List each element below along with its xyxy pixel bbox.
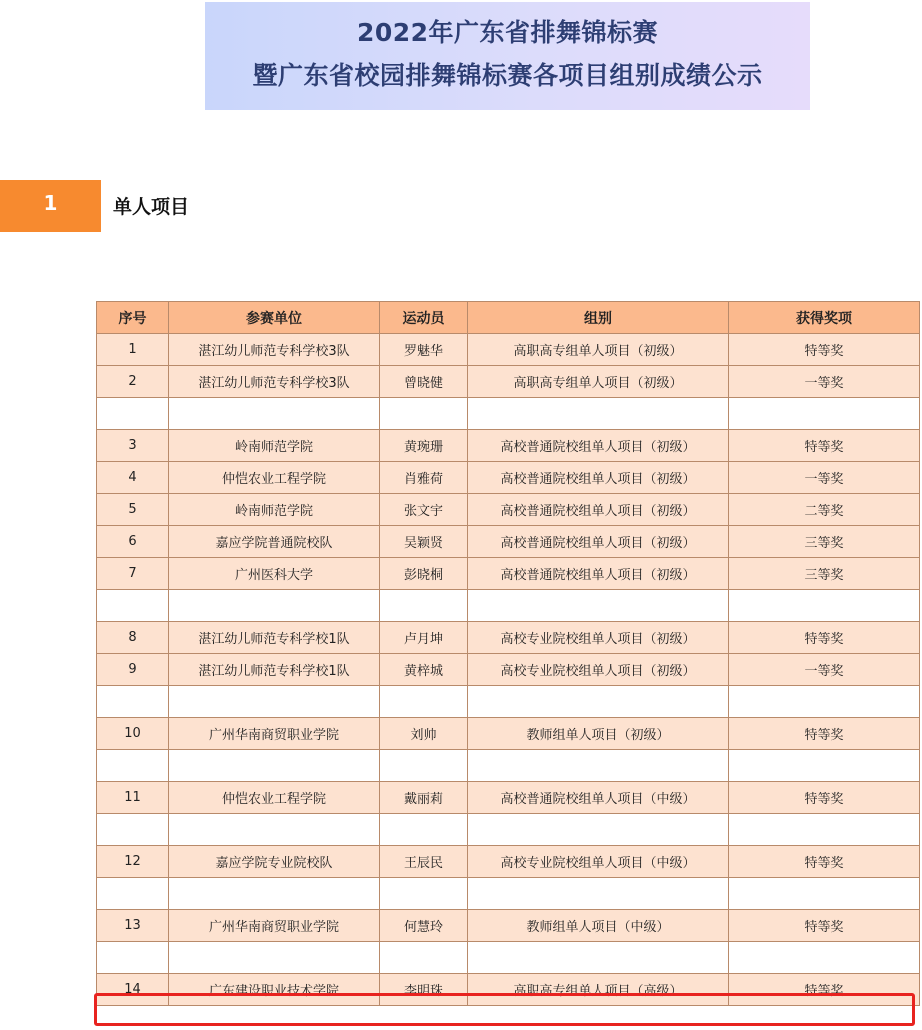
cell-group bbox=[468, 750, 729, 782]
cell-athlete bbox=[380, 750, 468, 782]
cell-athlete bbox=[380, 686, 468, 718]
table-spacer-row bbox=[97, 814, 920, 846]
cell-index: 1 bbox=[97, 334, 169, 366]
cell-group bbox=[468, 814, 729, 846]
cell-group: 高职高专组单人项目（初级） bbox=[468, 334, 729, 366]
cell-index bbox=[97, 398, 169, 430]
cell-index: 4 bbox=[97, 462, 169, 494]
cell-unit: 湛江幼儿师范专科学校3队 bbox=[169, 366, 380, 398]
cell-award: 三等奖 bbox=[729, 558, 920, 590]
cell-group bbox=[468, 942, 729, 974]
page-title: 2022年广东省排舞锦标赛 bbox=[356, 18, 659, 47]
cell-athlete: 黄梓城 bbox=[380, 654, 468, 686]
section-title: 单人项目 bbox=[113, 196, 190, 218]
cell-group bbox=[468, 398, 729, 430]
cell-index: 3 bbox=[97, 430, 169, 462]
cell-group: 高校专业院校组单人项目（中级） bbox=[468, 846, 729, 878]
cell-award bbox=[729, 814, 920, 846]
results-table bbox=[96, 301, 920, 1006]
cell-unit: 岭南师范学院 bbox=[169, 430, 380, 462]
cell-index: 14 bbox=[97, 974, 169, 1006]
cell-group bbox=[468, 686, 729, 718]
cell-unit bbox=[169, 878, 380, 910]
cell-award bbox=[729, 590, 920, 622]
section-number-badge: 1 bbox=[0, 180, 101, 232]
cell-unit: 仲恺农业工程学院 bbox=[169, 782, 380, 814]
cell-athlete: 黄琬珊 bbox=[380, 430, 468, 462]
table-header-row bbox=[97, 302, 920, 334]
cell-unit: 广东建设职业技术学院 bbox=[169, 974, 380, 1006]
cell-award: 特等奖 bbox=[729, 846, 920, 878]
cell-athlete: 肖雅荷 bbox=[380, 462, 468, 494]
table-spacer-row bbox=[97, 590, 920, 622]
cell-award bbox=[729, 750, 920, 782]
cell-index: 6 bbox=[97, 526, 169, 558]
table-row bbox=[97, 846, 920, 878]
cell-award: 三等奖 bbox=[729, 526, 920, 558]
cell-group: 高职高专组单人项目（高级） bbox=[468, 974, 729, 1006]
cell-athlete: 刘帅 bbox=[380, 718, 468, 750]
cell-unit: 仲恺农业工程学院 bbox=[169, 462, 380, 494]
header-index: 序号 bbox=[97, 302, 169, 334]
table-row bbox=[97, 622, 920, 654]
cell-unit: 广州医科大学 bbox=[169, 558, 380, 590]
cell-award: 一等奖 bbox=[729, 462, 920, 494]
cell-athlete: 李明珠 bbox=[380, 974, 468, 1006]
cell-group bbox=[468, 878, 729, 910]
cell-group: 教师组单人项目（中级） bbox=[468, 910, 729, 942]
cell-unit: 广州华南商贸职业学院 bbox=[169, 910, 380, 942]
table-body bbox=[97, 334, 920, 1006]
header-award: 获得奖项 bbox=[729, 302, 920, 334]
header-unit: 参赛单位 bbox=[169, 302, 380, 334]
cell-index bbox=[97, 686, 169, 718]
cell-unit bbox=[169, 398, 380, 430]
table-row bbox=[97, 526, 920, 558]
table-row bbox=[97, 654, 920, 686]
cell-index: 8 bbox=[97, 622, 169, 654]
cell-unit: 岭南师范学院 bbox=[169, 494, 380, 526]
cell-award: 特等奖 bbox=[729, 622, 920, 654]
cell-index bbox=[97, 878, 169, 910]
highlight-box-row-14 bbox=[94, 993, 915, 1026]
cell-athlete: 卢月坤 bbox=[380, 622, 468, 654]
cell-unit bbox=[169, 686, 380, 718]
table-spacer-row bbox=[97, 398, 920, 430]
cell-award: 特等奖 bbox=[729, 334, 920, 366]
cell-group bbox=[468, 590, 729, 622]
table-row bbox=[97, 558, 920, 590]
cell-index bbox=[97, 942, 169, 974]
table-row bbox=[97, 462, 920, 494]
cell-unit: 湛江幼儿师范专科学校1队 bbox=[169, 654, 380, 686]
cell-award bbox=[729, 686, 920, 718]
table-row bbox=[97, 910, 920, 942]
cell-index bbox=[97, 590, 169, 622]
cell-index: 10 bbox=[97, 718, 169, 750]
cell-unit: 嘉应学院专业院校队 bbox=[169, 846, 380, 878]
cell-athlete: 何慧玲 bbox=[380, 910, 468, 942]
cell-award: 二等奖 bbox=[729, 494, 920, 526]
table-spacer-row bbox=[97, 942, 920, 974]
cell-award bbox=[729, 398, 920, 430]
table-row bbox=[97, 718, 920, 750]
cell-group: 高校专业院校组单人项目（初级） bbox=[468, 622, 729, 654]
cell-award: 一等奖 bbox=[729, 366, 920, 398]
cell-unit: 广州华南商贸职业学院 bbox=[169, 718, 380, 750]
table-spacer-row bbox=[97, 750, 920, 782]
cell-athlete: 罗魅华 bbox=[380, 334, 468, 366]
cell-unit bbox=[169, 750, 380, 782]
cell-unit: 湛江幼儿师范专科学校1队 bbox=[169, 622, 380, 654]
cell-athlete bbox=[380, 590, 468, 622]
cell-group: 高职高专组单人项目（初级） bbox=[468, 366, 729, 398]
cell-award: 特等奖 bbox=[729, 430, 920, 462]
cell-unit bbox=[169, 942, 380, 974]
table-spacer-row bbox=[97, 878, 920, 910]
cell-athlete: 戴丽莉 bbox=[380, 782, 468, 814]
header-athlete: 运动员 bbox=[380, 302, 468, 334]
table-row bbox=[97, 494, 920, 526]
cell-unit bbox=[169, 814, 380, 846]
cell-index: 13 bbox=[97, 910, 169, 942]
cell-athlete: 吴颖贤 bbox=[380, 526, 468, 558]
cell-unit: 嘉应学院普通院校队 bbox=[169, 526, 380, 558]
cell-award: 特等奖 bbox=[729, 718, 920, 750]
cell-group: 高校普通院校组单人项目（中级） bbox=[468, 782, 729, 814]
table-spacer-row bbox=[97, 686, 920, 718]
cell-award: 特等奖 bbox=[729, 910, 920, 942]
cell-group: 高校普通院校组单人项目（初级） bbox=[468, 430, 729, 462]
table-row bbox=[97, 430, 920, 462]
cell-award: 特等奖 bbox=[729, 974, 920, 1006]
cell-index: 2 bbox=[97, 366, 169, 398]
cell-index bbox=[97, 750, 169, 782]
cell-award bbox=[729, 878, 920, 910]
cell-unit bbox=[169, 590, 380, 622]
cell-award: 一等奖 bbox=[729, 654, 920, 686]
cell-index: 5 bbox=[97, 494, 169, 526]
cell-athlete bbox=[380, 942, 468, 974]
header-group: 组别 bbox=[468, 302, 729, 334]
cell-athlete bbox=[380, 814, 468, 846]
cell-group: 高校普通院校组单人项目（初级） bbox=[468, 462, 729, 494]
cell-group: 高校普通院校组单人项目（初级） bbox=[468, 558, 729, 590]
cell-index: 7 bbox=[97, 558, 169, 590]
cell-index: 11 bbox=[97, 782, 169, 814]
cell-athlete bbox=[380, 878, 468, 910]
cell-group: 教师组单人项目（初级） bbox=[468, 718, 729, 750]
table-row bbox=[97, 366, 920, 398]
table-row bbox=[97, 334, 920, 366]
cell-index: 9 bbox=[97, 654, 169, 686]
cell-unit: 湛江幼儿师范专科学校3队 bbox=[169, 334, 380, 366]
cell-athlete: 王辰民 bbox=[380, 846, 468, 878]
cell-award: 特等奖 bbox=[729, 782, 920, 814]
cell-group: 高校专业院校组单人项目（初级） bbox=[468, 654, 729, 686]
cell-athlete: 彭晓桐 bbox=[380, 558, 468, 590]
page-title-banner bbox=[205, 2, 810, 110]
cell-athlete: 张文宇 bbox=[380, 494, 468, 526]
cell-athlete bbox=[380, 398, 468, 430]
cell-index bbox=[97, 814, 169, 846]
table-row bbox=[97, 782, 920, 814]
cell-athlete: 曾晓健 bbox=[380, 366, 468, 398]
cell-index: 12 bbox=[97, 846, 169, 878]
cell-award bbox=[729, 942, 920, 974]
cell-group: 高校普通院校组单人项目（初级） bbox=[468, 494, 729, 526]
page-subtitle: 暨广东省校园排舞锦标赛各项目组别成绩公示 bbox=[252, 61, 763, 90]
cell-group: 高校普通院校组单人项目（初级） bbox=[468, 526, 729, 558]
